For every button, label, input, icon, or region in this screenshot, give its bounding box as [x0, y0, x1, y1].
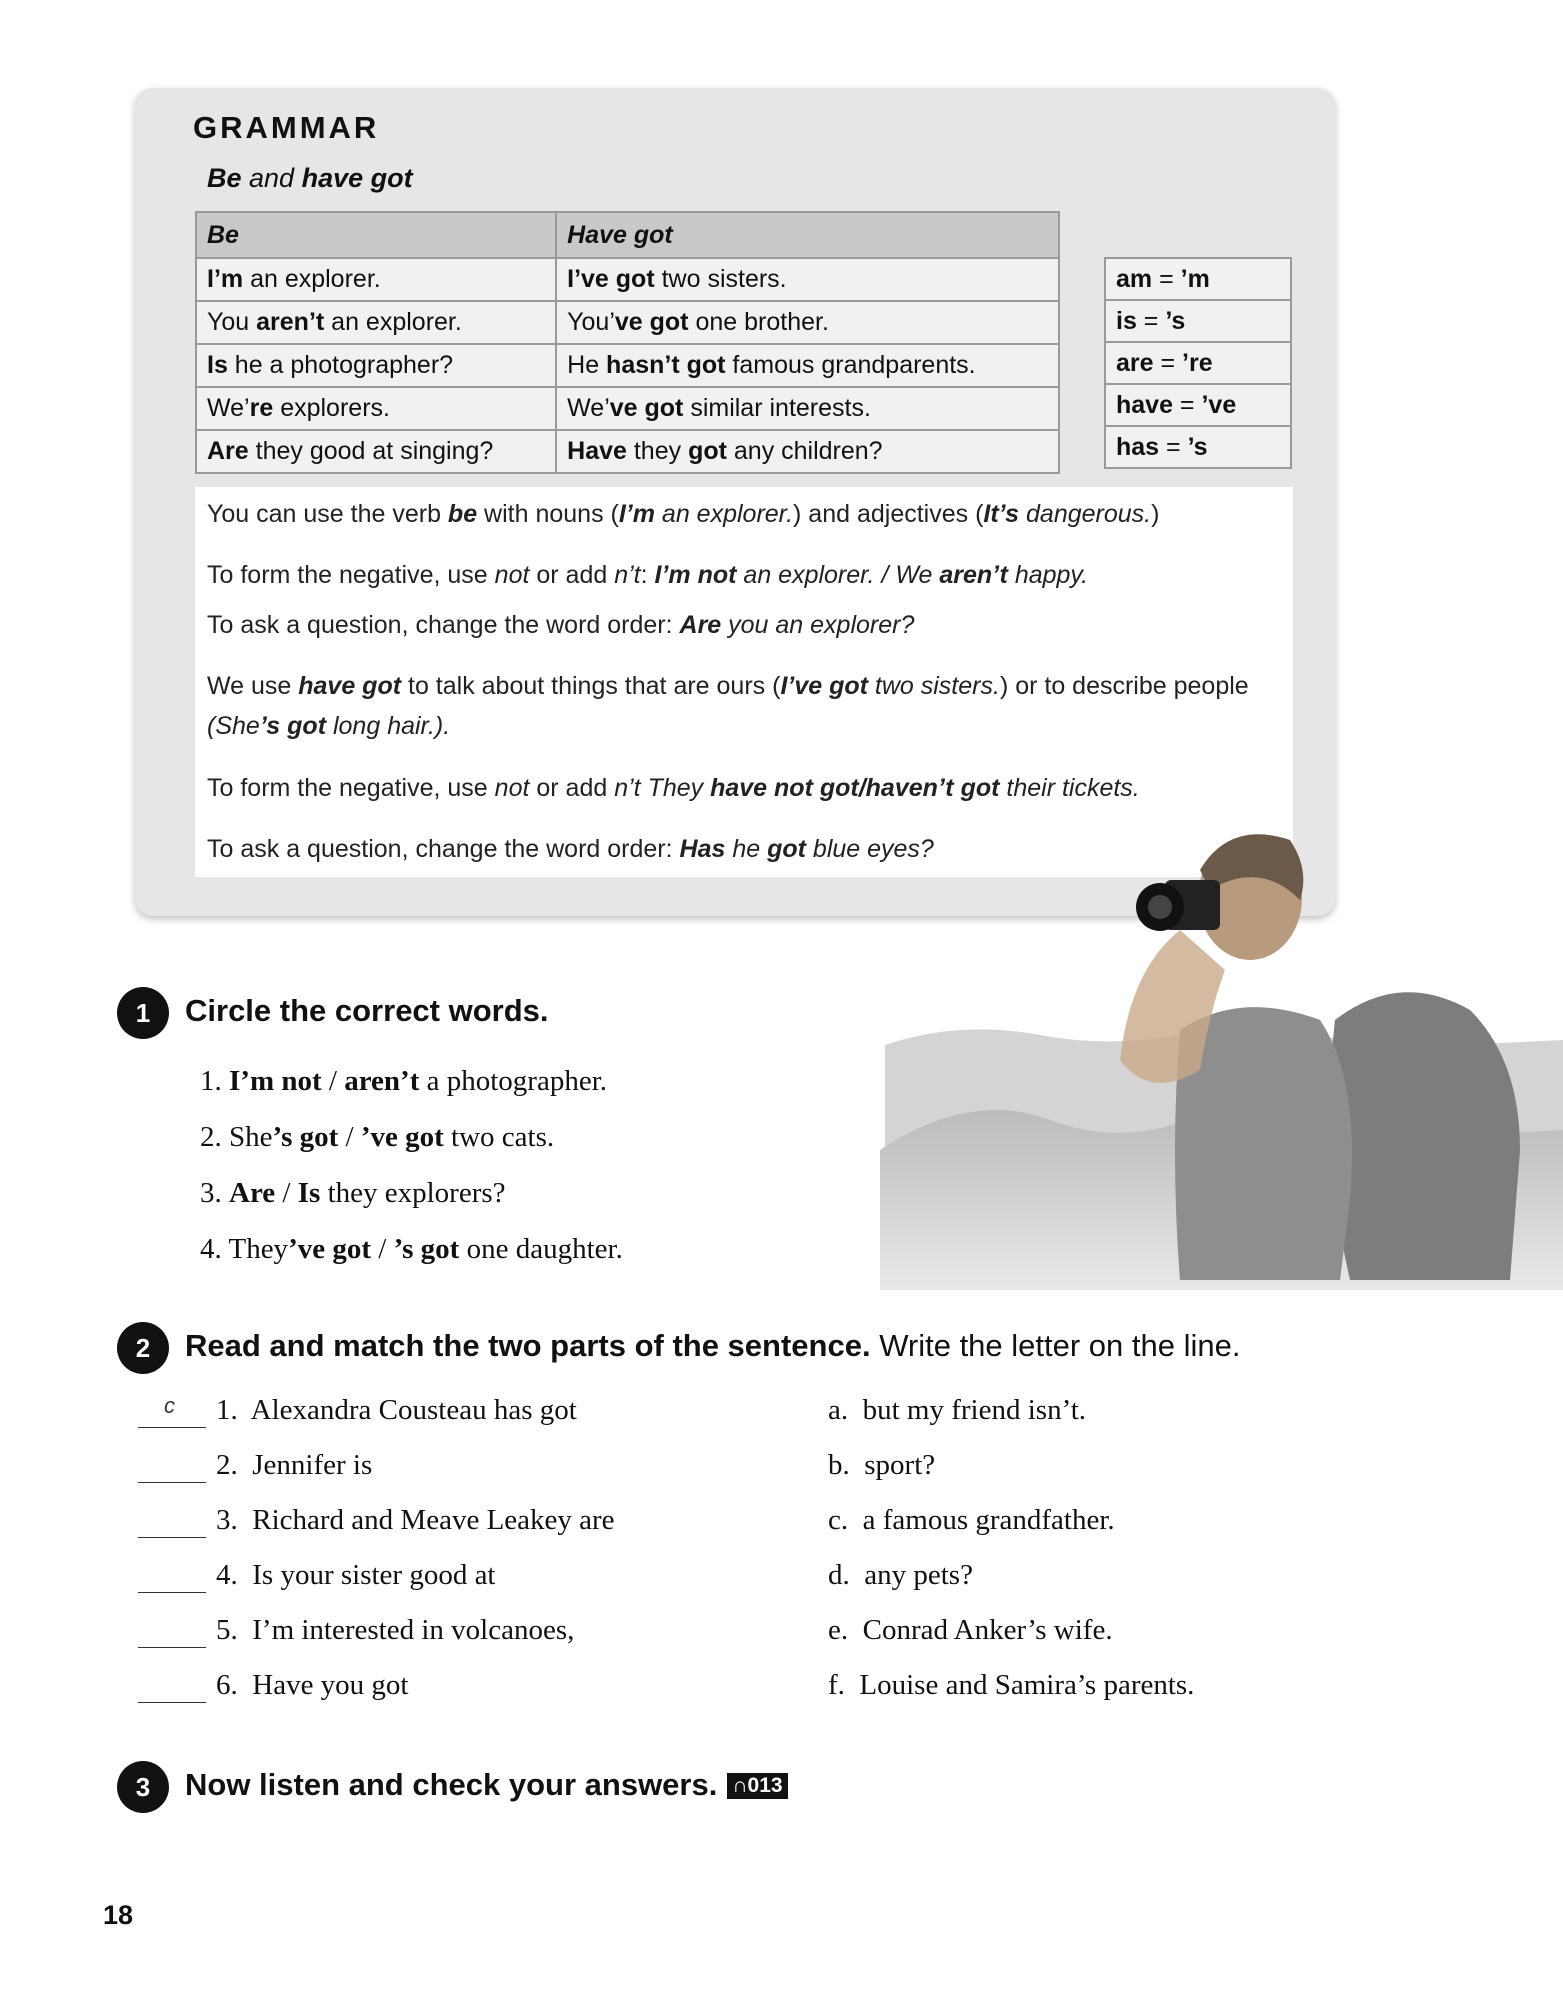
table-row: have = ’ve	[1105, 384, 1291, 426]
ex2-right-item: c. a famous grandfather.	[828, 1504, 1115, 1536]
exercise-1-title: Circle the correct words.	[185, 993, 549, 1028]
page-number: 18	[103, 1900, 134, 1930]
table-row: is = ’s	[1105, 300, 1291, 342]
ex2-left-item: 4. Is your sister good at	[216, 1559, 496, 1591]
table-row: You aren’t an explorer. You’ve got one brother.	[196, 301, 1059, 344]
ex2-right-item: f. Louise and Samira’s parents.	[828, 1669, 1195, 1701]
exercise-2-title: Read and match the two parts of the sentence. Write the letter on the line.	[185, 1328, 1241, 1363]
note-have-got-usage: We use have got to talk about things that are ours (I’ve got two sisters.) or to describe people (She’s got long hair.).	[207, 672, 1249, 740]
exercise-2-number: 2	[117, 1322, 169, 1374]
answer-blank[interactable]: c	[138, 1397, 206, 1428]
contractions-table	[1104, 257, 1292, 469]
ex2-right-item: e. Conrad Anker’s wife.	[828, 1614, 1113, 1646]
ex2-right-item: d. any pets?	[828, 1559, 973, 1591]
answer-blank[interactable]	[138, 1617, 206, 1648]
headphones-icon: ∩	[732, 1774, 748, 1797]
ex2-left-item: 6. Have you got	[216, 1669, 409, 1701]
note-have-got-negative: To form the negative, use not or add n’t They have not got/haven’t got their tickets.	[207, 774, 1140, 802]
table-row: are = ’re	[1105, 342, 1291, 384]
ex2-left-item: 2. Jennifer is	[216, 1449, 373, 1481]
grammar-title: GRAMMAR	[193, 110, 380, 145]
backpack	[1330, 992, 1520, 1280]
answer-blank[interactable]	[138, 1507, 206, 1538]
table-row: has = ’s	[1105, 426, 1291, 468]
ex1-item: 3. Are / Is they explorers?	[200, 1177, 506, 1209]
ex2-left-item: 3. Richard and Meave Leakey are	[216, 1504, 615, 1536]
answer-blank[interactable]	[138, 1562, 206, 1593]
ex2-right-item: b. sport?	[828, 1449, 936, 1481]
photographer-photo	[880, 820, 1563, 1290]
grammar-table	[195, 211, 1060, 474]
answer-blank[interactable]	[138, 1672, 206, 1703]
note-be-question: To ask a question, change the word order: Are you an explorer?	[207, 611, 915, 639]
ex1-item: 1. I’m not / aren’t a photographer.	[200, 1065, 608, 1097]
audio-track-badge[interactable]: ∩013	[727, 1773, 787, 1799]
grammar-subtitle: Be and have got	[207, 163, 413, 193]
ex1-item: 4. They’ve got / ’s got one daughter.	[200, 1233, 623, 1265]
table-row: Is he a photographer? He hasn’t got famous grandparents.	[196, 344, 1059, 387]
ex2-left-item: 1. Alexandra Cousteau has got	[216, 1394, 577, 1426]
exercise-3-title: Now listen and check your answers. ∩013	[185, 1767, 788, 1803]
note-have-got-question: To ask a question, change the word order: Has he got blue eyes?	[207, 835, 934, 863]
grammar-notes	[195, 487, 1293, 877]
note-be-usage: You can use the verb be with nouns (I’m an explorer.) and adjectives (It’s dangerous.)	[207, 500, 1160, 528]
ex1-item: 2. She’s got / ’ve got two cats.	[200, 1121, 555, 1153]
table-row: am = ’m	[1105, 258, 1291, 300]
ex2-left-item: 5. I’m interested in volcanoes,	[216, 1614, 575, 1646]
header-be: Be	[196, 212, 556, 258]
table-row: We’re explorers. We’ve got similar interests.	[196, 387, 1059, 430]
note-be-negative: To form the negative, use not or add n’t: I’m not an explorer. / We aren’t happy.	[207, 561, 1089, 589]
table-row: Are they good at singing? Have they got any children?	[196, 430, 1059, 473]
answer-blank[interactable]	[138, 1452, 206, 1483]
lens-glass	[1148, 895, 1172, 919]
table-row: I’m an explorer. I’ve got two sisters.	[196, 258, 1059, 301]
exercise-1-number: 1	[117, 987, 169, 1039]
ex2-right-item: a. but my friend isn’t.	[828, 1394, 1087, 1426]
exercise-3-number: 3	[117, 1761, 169, 1813]
header-have-got: Have got	[556, 212, 1059, 258]
